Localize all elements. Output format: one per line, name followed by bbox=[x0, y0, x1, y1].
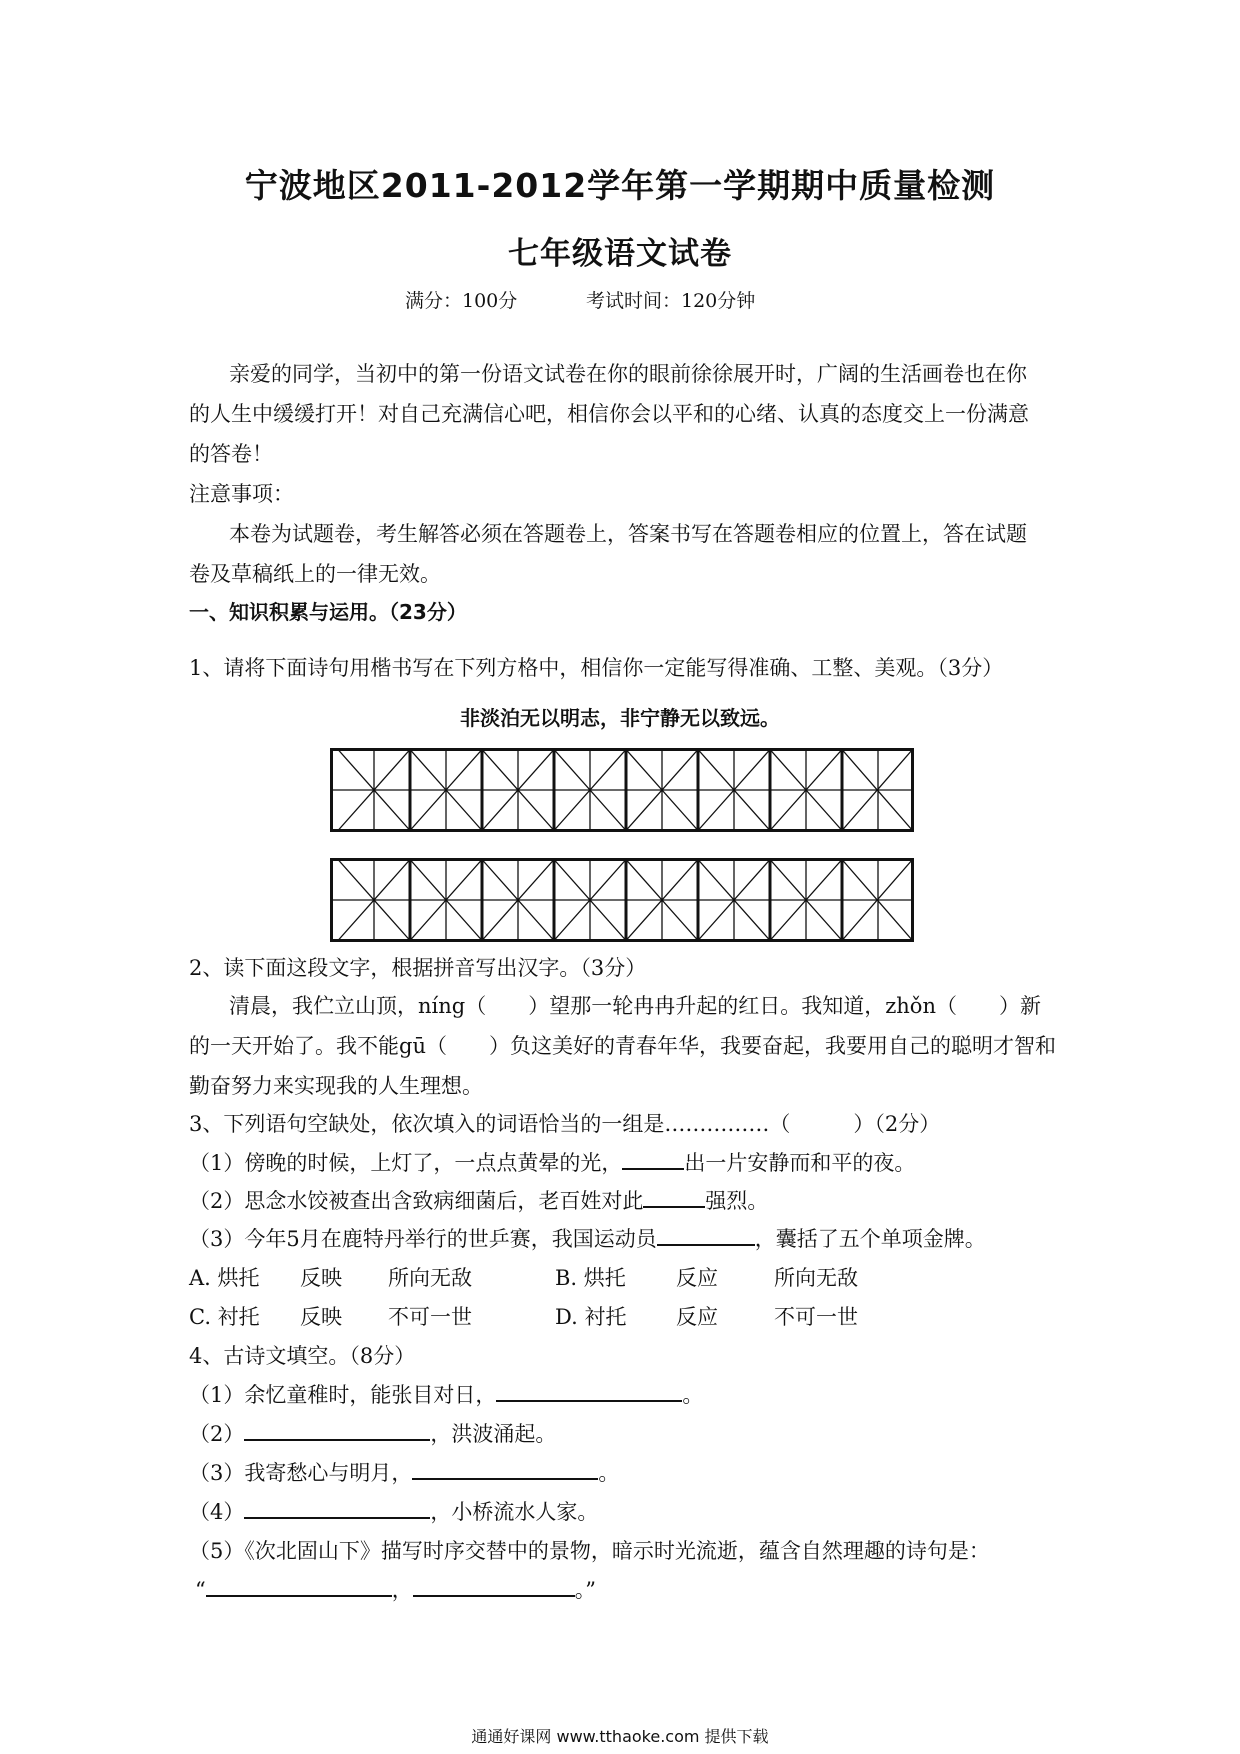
option-b-word-2: 反应 bbox=[676, 1266, 718, 1290]
q3-prompt: 3、下列语句空缺处，依次填入的词语恰当的一组是……………（ ）（2分） bbox=[189, 1112, 941, 1136]
q2-prompt: 2、读下面这段文字，根据拼音写出汉字。（3分） bbox=[189, 956, 647, 980]
intro-line-2: 的人生中缓缓打开！对自己充满信心吧，相信你会以平和的心绪、认真的态度交上一份满意 bbox=[189, 402, 1029, 426]
option-a-word-3: 所向无敌 bbox=[388, 1266, 472, 1290]
option-b-word-1[interactable]: B. 烘托 bbox=[555, 1266, 626, 1290]
q3-s1-before: （1）傍晚的时候，上灯了，一点点黄晕的光， bbox=[189, 1151, 623, 1175]
q3-s2-after: 强烈。 bbox=[705, 1189, 769, 1213]
exam-title: 宁波地区2011-2012学年第一学期期中质量检测 bbox=[244, 166, 996, 205]
q4-l4-before: （4） bbox=[189, 1500, 245, 1524]
writing-grid-2[interactable] bbox=[330, 858, 914, 942]
q3-s3-before: （3）今年5月在鹿特丹举行的世乒赛，我国运动员 bbox=[189, 1227, 657, 1251]
option-a-word-1[interactable]: A. 烘托 bbox=[189, 1266, 260, 1290]
full-score: 满分：100分 bbox=[405, 290, 518, 312]
intro-line-1: 亲爱的同学，当初中的第一份语文试卷在你的眼前徐徐展开时，广阔的生活画卷也在你 bbox=[229, 362, 1027, 386]
q4-line-1 bbox=[189, 1379, 703, 1409]
option-d-word-3: 不可一世 bbox=[774, 1305, 858, 1329]
q4-l6-comma: ， bbox=[391, 1578, 413, 1602]
q3-blank-2[interactable] bbox=[643, 1186, 705, 1208]
q3-s2-before: （2）思念水饺被查出含致病细菌后，老百姓对此 bbox=[189, 1189, 644, 1213]
intro-line-3: 的答卷！ bbox=[189, 442, 273, 466]
q4-l4-after: ，小桥流水人家。 bbox=[430, 1500, 599, 1524]
q2-line-3: 勤奋努力来实现我的人生理想。 bbox=[189, 1074, 483, 1098]
notice-line-1: 本卷为试题卷，考生解答必须在答题卷上，答案书写在答题卷相应的位置上，答在试题 bbox=[229, 522, 1027, 546]
exam-subtitle: 七年级语文试卷 bbox=[508, 236, 732, 272]
notice-title: 注意事项： bbox=[189, 482, 294, 506]
q4-l3-before: （3）我寄愁心与明月， bbox=[189, 1461, 413, 1485]
q1-prompt: 1、请将下面诗句用楷书写在下列方格中，相信你一定能写得准确、工整、美观。（3分） bbox=[189, 656, 1004, 680]
q4-l2-after: ，洪波涌起。 bbox=[430, 1422, 557, 1446]
q4-blank-1[interactable] bbox=[496, 1380, 682, 1402]
q4-blank-3[interactable] bbox=[412, 1458, 598, 1480]
q4-l3-after: 。 bbox=[598, 1461, 620, 1485]
q4-l2-before: （2） bbox=[189, 1422, 245, 1446]
grid-1-guide-lines bbox=[332, 750, 913, 831]
q4-l6-open-quote: “ bbox=[195, 1578, 206, 1602]
option-d-word-1[interactable]: D. 衬托 bbox=[555, 1305, 627, 1329]
exam-time: 考试时间：120分钟 bbox=[586, 290, 756, 312]
q4-prompt: 4、古诗文填空。（8分） bbox=[189, 1344, 416, 1368]
writing-grid-1[interactable] bbox=[330, 748, 914, 832]
q3-sentence-1 bbox=[189, 1147, 915, 1177]
q4-l1-after: 。 bbox=[682, 1383, 704, 1407]
q4-l6-close: 。” bbox=[574, 1578, 596, 1602]
option-b-word-3: 所向无敌 bbox=[774, 1266, 858, 1290]
q2-line-2: 的一天开始了。我不能gū（ ）负这美好的青春年华，我要奋起，我要用自己的聪明才智和 bbox=[189, 1034, 1056, 1058]
option-a-word-2: 反映 bbox=[300, 1266, 342, 1290]
q2-line-1: 清晨，我伫立山顶，níng（ ）望那一轮冉冉升起的红日。我知道，zhǒn（ ）新 bbox=[229, 994, 1041, 1018]
notice-line-2: 卷及草稿纸上的一律无效。 bbox=[189, 562, 441, 586]
footer-credit: 通通好课网 www.tthaoke.com 提供下载 bbox=[471, 1727, 769, 1746]
q4-blank-6[interactable] bbox=[413, 1575, 575, 1597]
q3-blank-3[interactable] bbox=[657, 1224, 755, 1246]
q3-sentence-2 bbox=[189, 1185, 768, 1215]
option-d-word-2: 反应 bbox=[676, 1305, 718, 1329]
option-c-word-3: 不可一世 bbox=[388, 1305, 472, 1329]
q3-s3-after: ，囊括了五个单项金牌。 bbox=[754, 1227, 986, 1251]
grid-2-guide-lines bbox=[332, 860, 913, 941]
section-1-heading: 一、知识积累与运用。（23分） bbox=[189, 600, 467, 624]
q4-blank-5[interactable] bbox=[206, 1575, 392, 1597]
q4-line-4 bbox=[189, 1496, 598, 1526]
option-c-word-2: 反映 bbox=[300, 1305, 342, 1329]
q3-s1-after: 出一片安静而和平的夜。 bbox=[684, 1151, 916, 1175]
q4-blank-4[interactable] bbox=[244, 1497, 430, 1519]
q1-poem: 非淡泊无以明志，非宁静无以致远。 bbox=[460, 706, 780, 730]
q4-blank-2[interactable] bbox=[244, 1419, 430, 1441]
q4-l1-before: （1）余忆童稚时，能张目对日， bbox=[189, 1383, 497, 1407]
q4-line-2 bbox=[189, 1418, 556, 1448]
q3-blank-1[interactable] bbox=[622, 1148, 684, 1170]
q4-line-3 bbox=[189, 1457, 619, 1487]
q4-line-6 bbox=[195, 1574, 596, 1604]
q4-line-5: （5）《次北固山下》描写时序交替中的景物，暗示时光流逝，蕴含自然理趣的诗句是： bbox=[189, 1539, 990, 1563]
q3-sentence-3 bbox=[189, 1223, 986, 1253]
option-c-word-1[interactable]: C. 衬托 bbox=[189, 1305, 260, 1329]
